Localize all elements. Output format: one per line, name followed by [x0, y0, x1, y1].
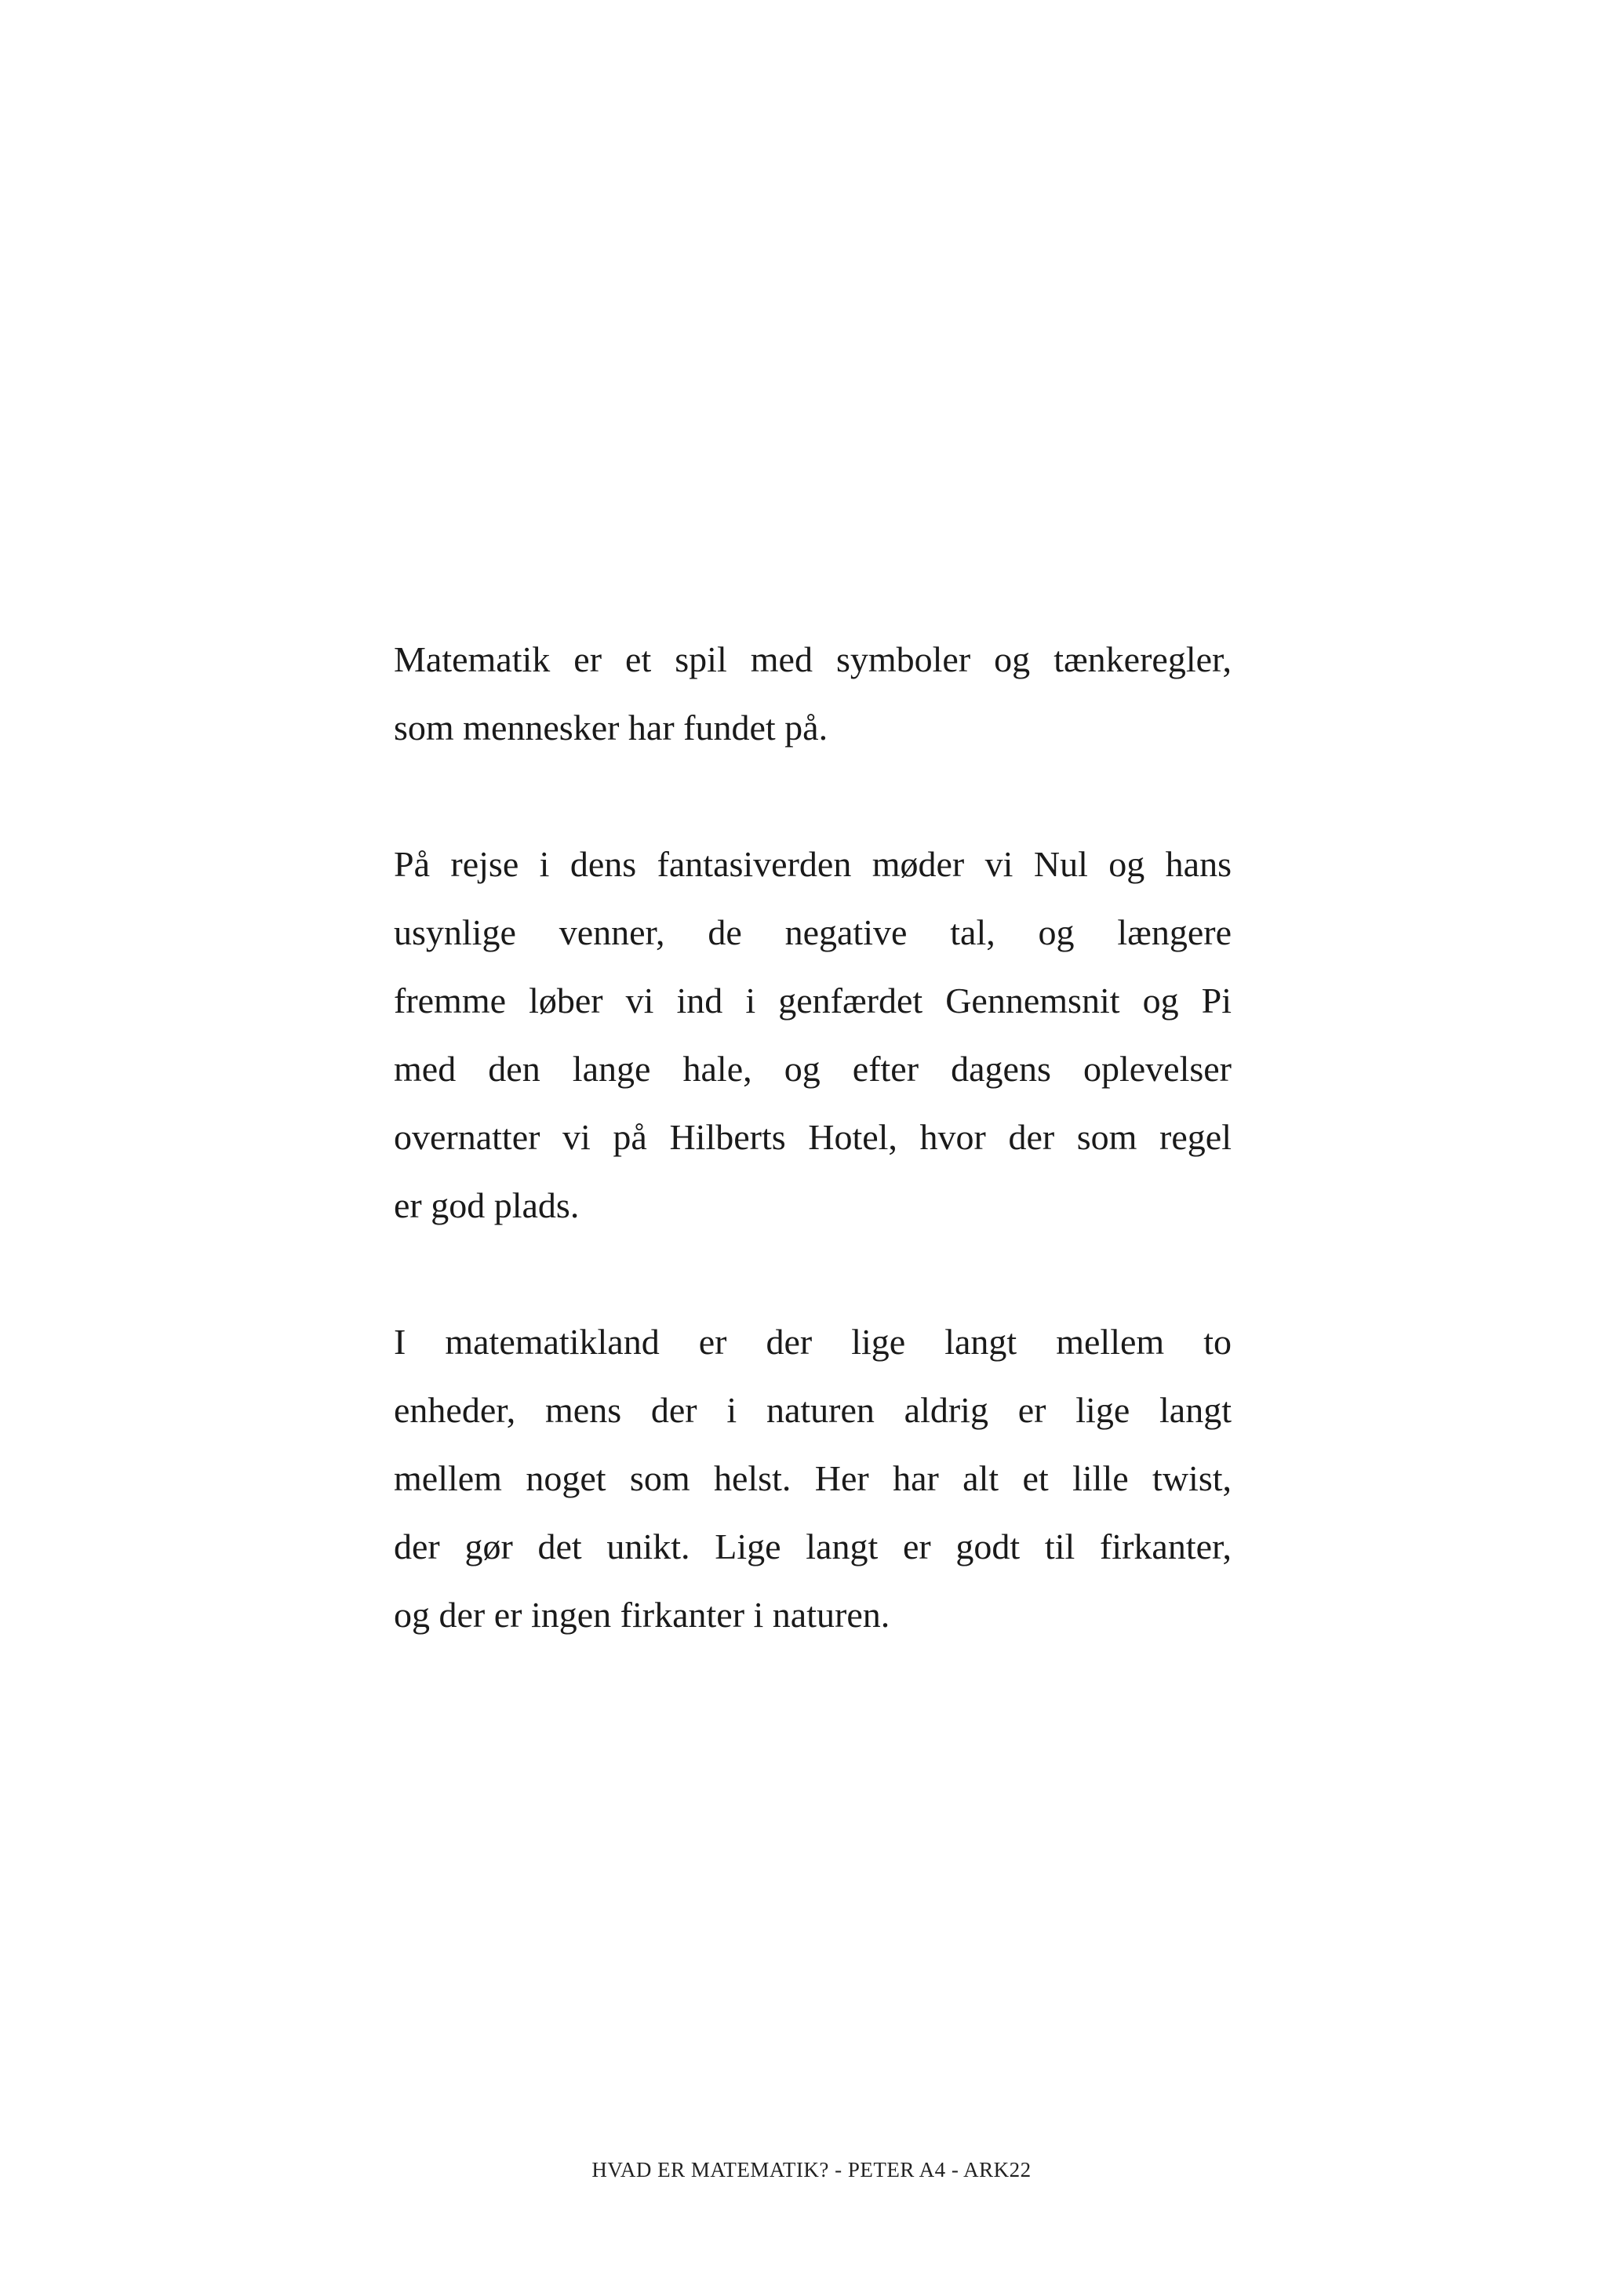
paragraph-3: [394, 1308, 1232, 1649]
text-line: overnatter vi på Hilberts Hotel, hvor der som regel: [394, 1117, 1232, 1157]
page-footer: HVAD ER MATEMATIK? - PETER A4 - ARK22: [591, 2158, 1032, 2181]
text-line: med den lange hale, og efter dagens oplevelser: [394, 1049, 1232, 1089]
body-text: [394, 625, 1232, 1717]
text-line: mellem noget som helst. Her har alt et lille twist,: [394, 1458, 1232, 1498]
text-line: enheder, mens der i naturen aldrig er lige langt: [394, 1390, 1232, 1430]
text-line: usynlige venner, de negative tal, og længere: [394, 912, 1232, 952]
text-line: som mennesker har fundet på.: [394, 708, 828, 748]
text-line: der gør det unikt. Lige langt er godt til firkanter,: [394, 1526, 1232, 1566]
text-line: fremme løber vi ind i genfærdet Gennemsnit og Pi: [394, 981, 1232, 1021]
text-line: Matematik er et spil med symboler og tænkeregler,: [394, 639, 1232, 679]
text-line: og der er ingen firkanter i naturen.: [394, 1595, 890, 1635]
paragraph-1: [394, 625, 1232, 762]
text-line: I matematikland er der lige langt mellem to: [394, 1322, 1232, 1362]
text-line: er god plads.: [394, 1185, 580, 1225]
paragraph-2: [394, 830, 1232, 1239]
text-line: På rejse i dens fantasiverden møder vi Nul og hans: [394, 844, 1232, 884]
